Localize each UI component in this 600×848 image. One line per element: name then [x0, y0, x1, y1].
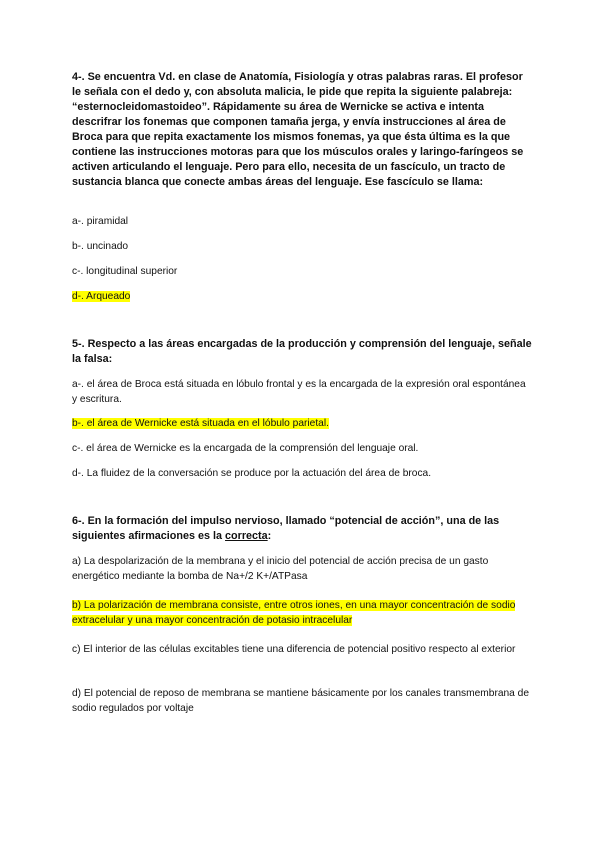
question-6: [72, 514, 532, 544]
question-5-option-c: [72, 441, 532, 456]
question-5-option-d: [72, 466, 532, 481]
question-6-option-c: [72, 642, 532, 657]
question-6-option-a: [72, 554, 532, 584]
option-text: c-. el área de Wernicke es la encargada de la comprensión del lenguaje oral.: [72, 443, 419, 454]
option-text: b-. uncinado: [72, 241, 129, 252]
highlighted-answer: b) La polarización de membrana consiste, entre otros iones, en una mayor concentración de sodio extracelular y una mayor concentración de potasio intracelular: [72, 600, 516, 626]
question-4-option-b: [72, 239, 532, 254]
option-text: a-. piramidal: [72, 216, 129, 227]
underlined-word: correcta: [225, 530, 268, 542]
option-text: a) La despolarización de la membrana y el inicio del potencial de acción precisa de un gasto energético mediante la bomba de Na+/2 K+/ATPasa: [72, 556, 489, 582]
option-text: d-. La fluidez de la conversación se produce por la actuación del área de broca.: [72, 468, 432, 479]
highlighted-answer: d-. Arqueado: [72, 291, 131, 302]
highlighted-answer: b-. el área de Wernicke está situada en el lóbulo parietal.: [72, 418, 329, 429]
question-4-option-a: [72, 214, 532, 229]
option-text: d) El potencial de reposo de membrana se mantiene básicamente por los canales transmembrana de sodio regulados por voltaje: [72, 688, 529, 714]
question-5-text: 5-. Respecto a las áreas encargadas de la producción y comprensión del lenguaje, señale la falsa:: [72, 338, 532, 365]
question-6-text: 6-. En la formación del impulso nervioso, llamado “potencial de acción”, una de las siguientes afirmaciones es la correcta:: [72, 515, 500, 542]
question-5-option-a: [72, 377, 532, 407]
option-text: c) El interior de las células excitables tiene una diferencia de potencial positivo respecto al exterior: [72, 644, 516, 655]
question-4-text: 4-. Se encuentra Vd. en clase de Anatomía, Fisiología y otras palabras raras. El profesor le señala con el dedo y, con absoluta malicia, le pide que repita la siguiente palabreja: “esternocleidomastoideo”. Rápidamente su área de Wernicke se activa e intenta descrifrar los fonemas que componen tamaña jerga, y envía instrucciones al área de Broca para que repita exactamente los mismos fonemas, ya que ésta última es la que contiene las instrucciones motoras para que los músculos orales y laringo-faríngeos se activen articulando el lenguaje. Pero para ello, necesita de un fascículo, un tracto de sustancia blanca que conecte ambas áreas del lenguaje. Ese fascículo se llama:: [72, 71, 524, 188]
question-6-option-d: [72, 686, 532, 716]
question-5-option-b: [72, 416, 532, 431]
option-text: c-. longitudinal superior: [72, 266, 178, 277]
question-4-option-c: [72, 264, 532, 279]
option-text: a-. el área de Broca está situada en lóbulo frontal y es la encargada de la expresión oral espontánea y escritura.: [72, 379, 526, 405]
question-6-option-b: [72, 598, 532, 628]
question-5: [72, 337, 532, 367]
question-4: [72, 70, 532, 190]
question-4-option-d: [72, 289, 532, 304]
